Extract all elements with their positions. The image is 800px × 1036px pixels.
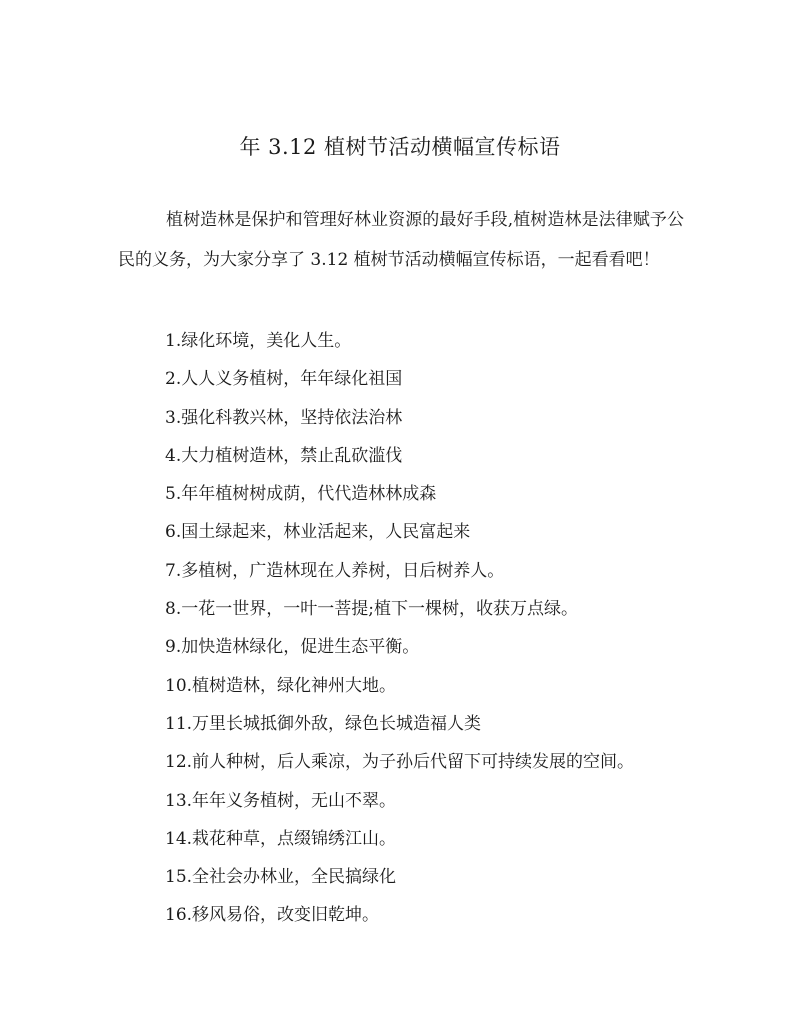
slogan-item-6: 6.国土绿起来，林业活起来，人民富起来 <box>165 522 471 543</box>
slogan-item-3: 3.强化科教兴林，坚持依法治林 <box>165 407 403 428</box>
slogan-item-1: 1.绿化环境，美化人生。 <box>165 331 352 351</box>
intro-text: 植树造林是保护和管理好林业资源的最好手段,植树造林是法律赋予公民的义务，为大家分享了 3.12 植树节活动横幅宣传标语，一起看看吧！ <box>118 210 684 270</box>
slogan-item-9: 9.加快造林绿化，促进生态平衡。 <box>165 637 420 658</box>
slogan-item-8: 8.一花一世界，一叶一菩提;植下一棵树，收获万点绿。 <box>165 599 578 620</box>
slogan-item-11: 11.万里长城抵御外敌，绿色长城造福人类 <box>165 713 482 734</box>
slogan-item-7: 7.多植树，广造林现在人养树，日后树养人。 <box>165 560 505 581</box>
document-title: 年 3.12 植树节活动横幅宣传标语 <box>239 135 561 159</box>
slogan-item-4: 4.大力植树造林，禁止乱砍滥伐 <box>165 445 403 466</box>
slogan-item-16: 16.移风易俗，改变旧乾坤。 <box>165 905 380 926</box>
slogan-item-13: 13.年年义务植树，无山不翠。 <box>165 790 397 811</box>
slogan-item-2: 2.人人义务植树，年年绿化祖国 <box>165 369 403 390</box>
slogan-item-10: 10.植树造林，绿化神州大地。 <box>165 675 397 696</box>
intro-paragraph <box>118 200 684 280</box>
slogan-item-15: 15.全社会办林业，全民搞绿化 <box>165 867 397 888</box>
slogan-item-14: 14.栽花种草，点缀锦绣江山。 <box>165 828 397 849</box>
slogan-item-5: 5.年年植树树成荫，代代造林林成森 <box>165 484 437 505</box>
slogan-item-12: 12.前人种树，后人乘凉，为子孙后代留下可持续发展的空间。 <box>165 752 635 773</box>
slogan-list <box>165 322 634 935</box>
